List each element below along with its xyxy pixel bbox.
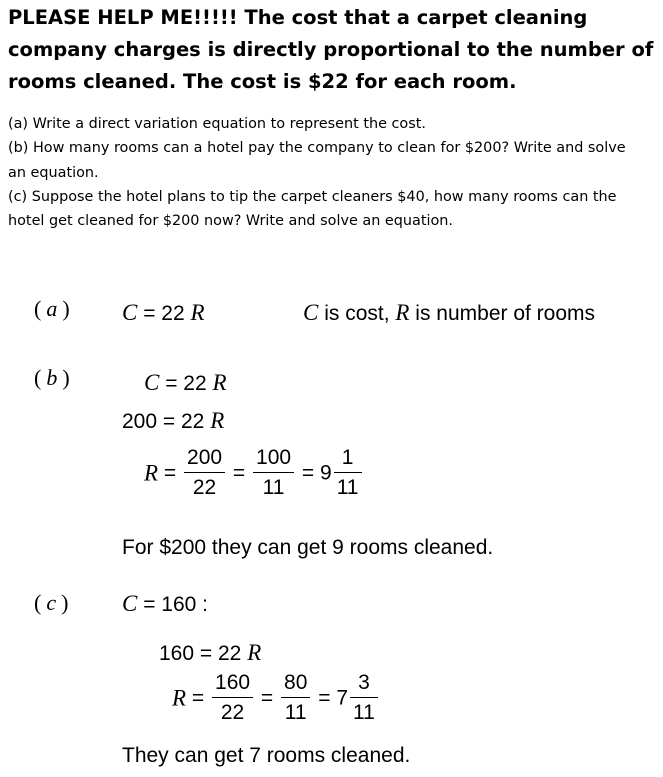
- part-a-label: ( a ): [34, 296, 70, 321]
- part-b-equation-1: C = 22 R: [144, 370, 227, 395]
- question-body: [8, 112, 648, 233]
- part-c-equation-3: R = $\frac{160}{22}$ = $\frac{80}{11}$ = 7 $\frac{3}{11}$: [172, 668, 380, 728]
- fraction: $\frac{3}{11}$: [350, 669, 378, 728]
- part-a-variable-note: C is cost, R is number of rooms: [303, 300, 596, 325]
- part-b-equation-3: R = $\frac{200}{22}$ = $\frac{100}{11}$ = 9 $\frac{1}{11}$: [144, 443, 364, 503]
- fraction: $\frac{1}{11}$: [334, 444, 362, 503]
- question-part-a: (a) Write a direct variation equation to represent the cost.: [8, 116, 426, 132]
- fraction: $\frac{80}{11}$: [281, 669, 310, 728]
- part-b-label: ( b ): [34, 365, 70, 390]
- part-b-conclusion: For $200 they can get 9 rooms cleaned.: [122, 536, 494, 559]
- part-b-equation-2: 200 = 22 R: [122, 408, 225, 433]
- part-c-equation-1: C = 160 :: [122, 591, 208, 616]
- fraction: $\frac{160}{22}$: [212, 669, 253, 728]
- question-part-b: (b) How many rooms can a hotel pay the company to clean for $200? Write and solve an equation.: [8, 140, 626, 181]
- part-c-conclusion: They can get 7 rooms cleaned.: [122, 744, 411, 767]
- fraction: $\frac{200}{22}$: [184, 444, 225, 503]
- part-a-equation: C = 22 R: [122, 300, 205, 325]
- question-title: PLEASE HELP ME!!!!! The cost that a carpet cleaning company charges is directly proportional to the number of rooms cleaned. The cost is $22 for each room.: [8, 6, 654, 93]
- fraction: $\frac{100}{11}$: [253, 444, 294, 503]
- part-c-label: ( c ): [34, 590, 69, 615]
- question-part-c: (c) Suppose the hotel plans to tip the carpet cleaners $40, how many rooms can the hotel get cleaned for $200 now? Write and solve an equation.: [8, 188, 617, 230]
- part-c-equation-2: 160 = 22 R: [159, 640, 262, 665]
